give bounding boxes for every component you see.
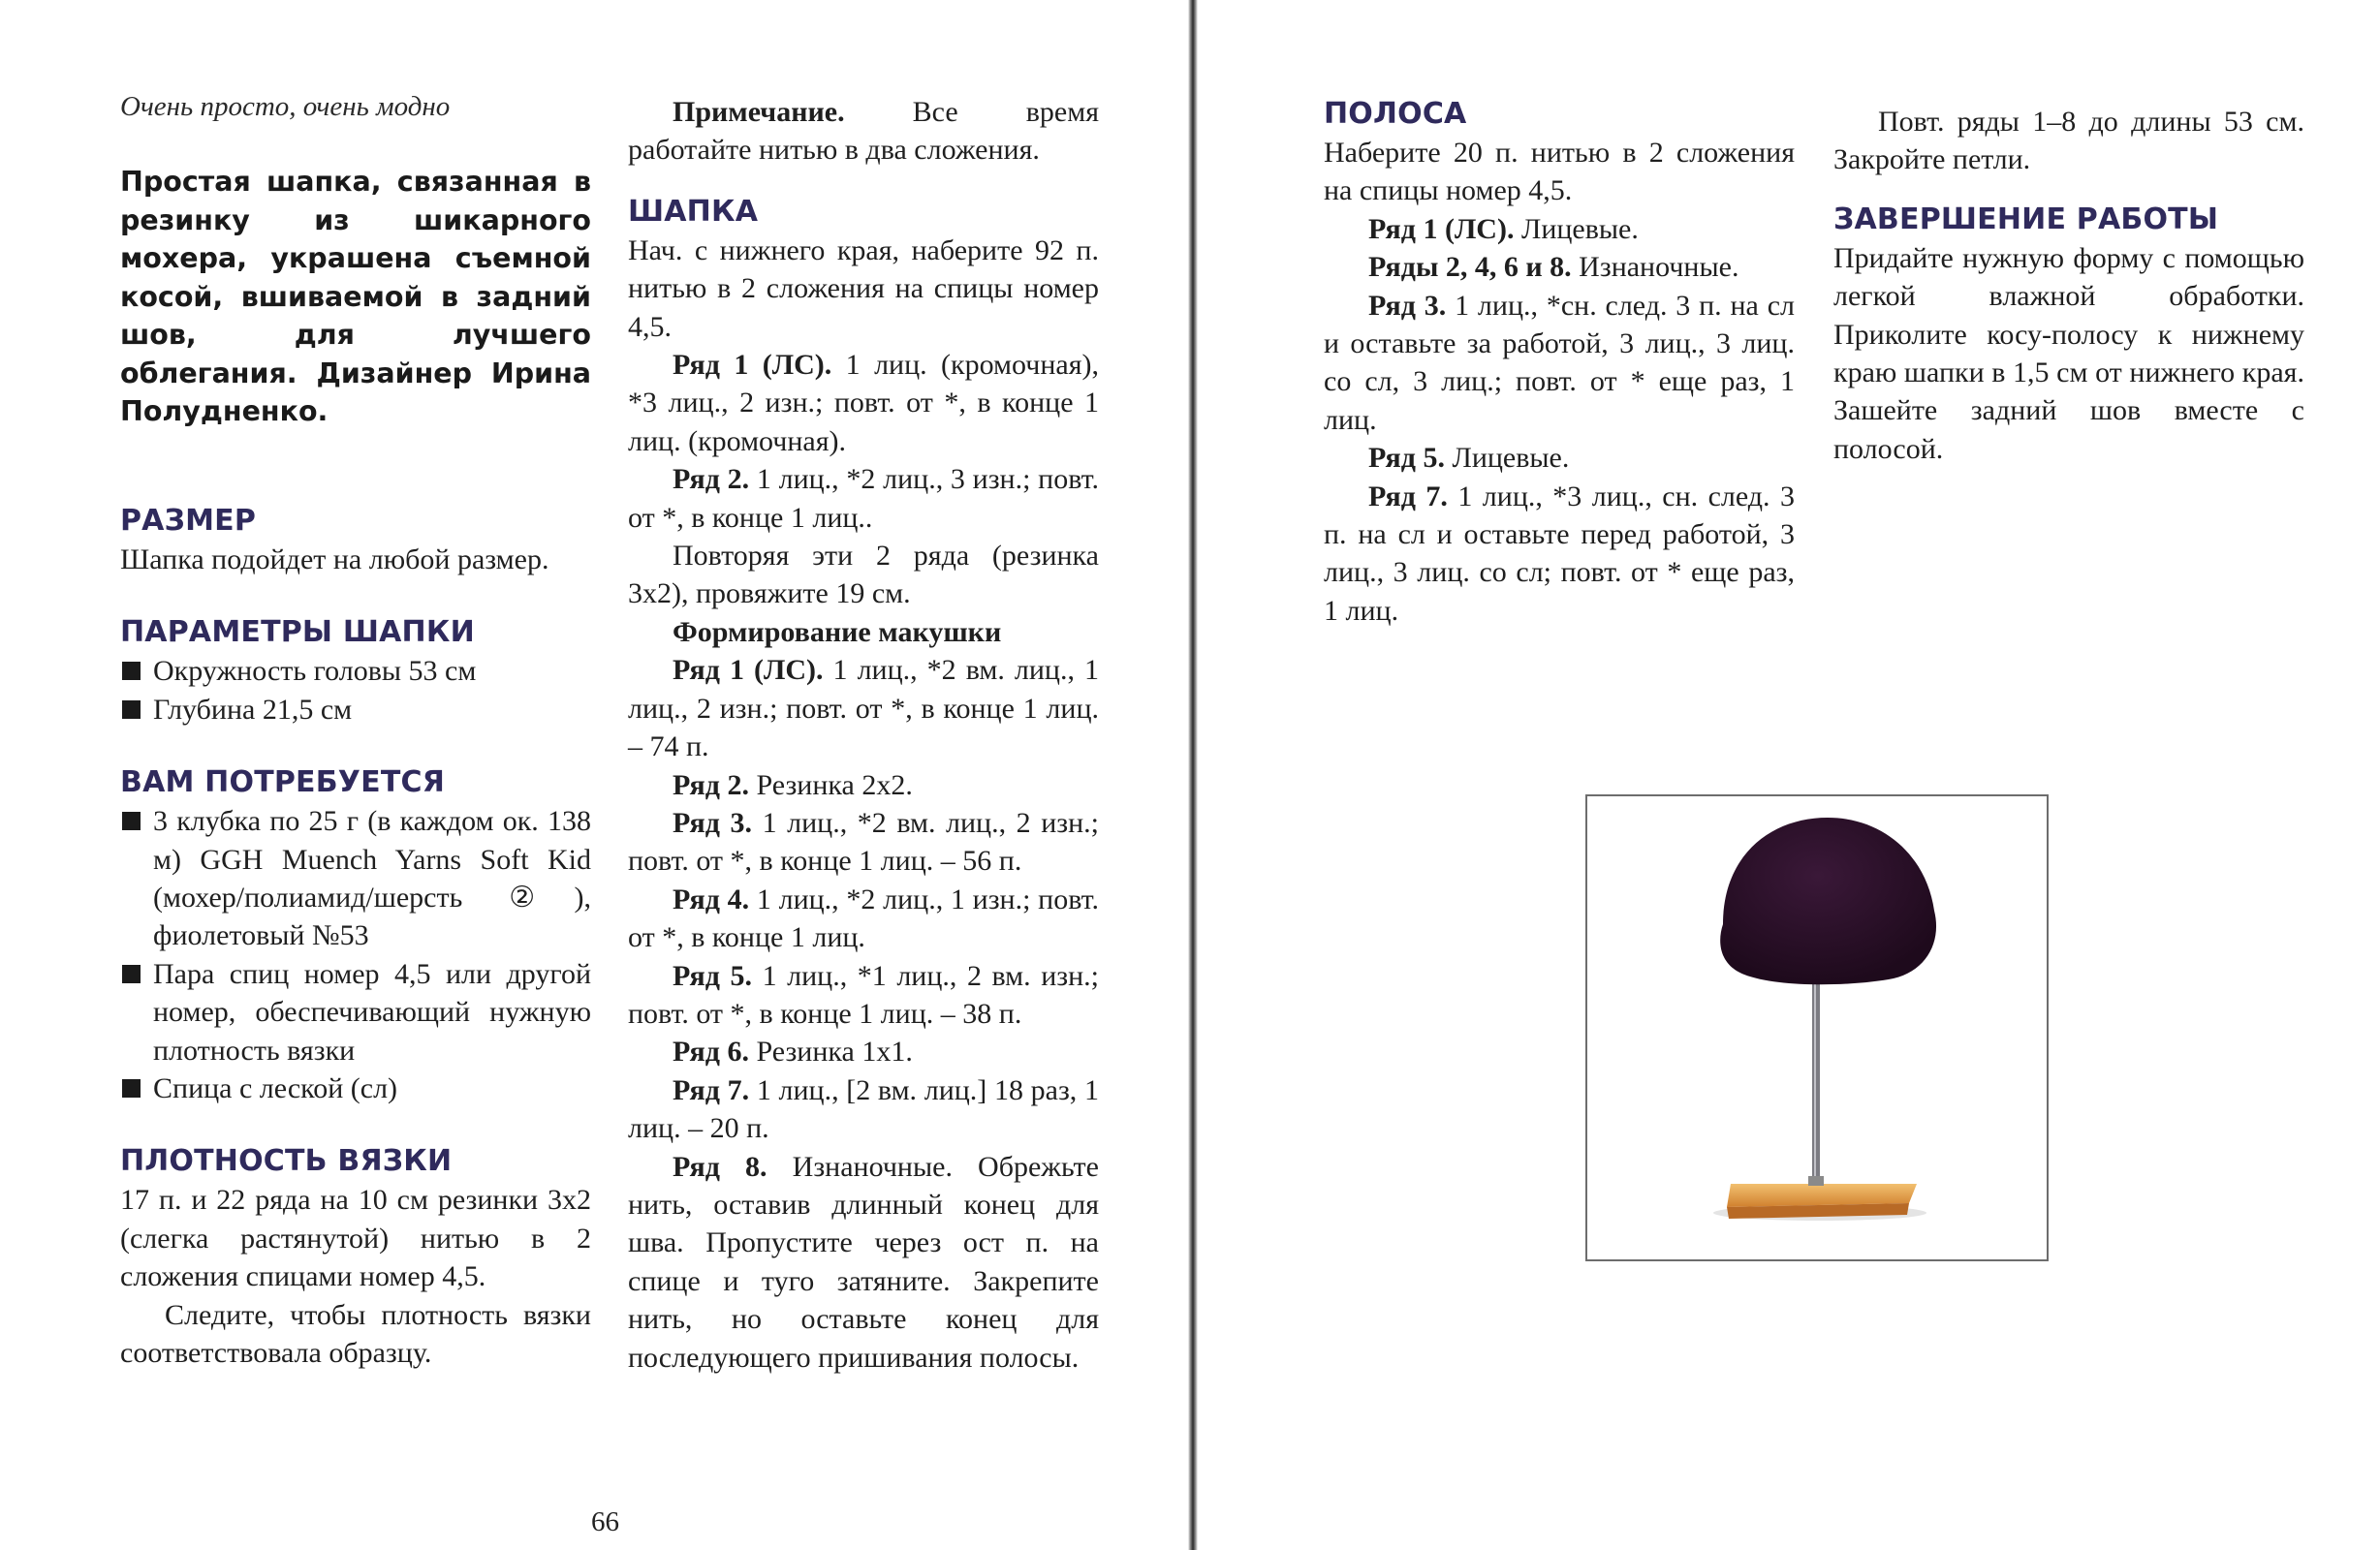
running-head: Очень просто, очень модно bbox=[120, 91, 451, 122]
list-item: 3 клубка по 25 г (в каждом ок. 138 м) GGH Muench Yarns Soft Kid (мохер/полиамид/шерсть ②), фиолетовый №53 bbox=[120, 802, 591, 955]
gauge-heading: ПЛОТНОСТЬ ВЯЗКИ bbox=[120, 1144, 453, 1179]
square-bullet-icon bbox=[122, 1079, 141, 1098]
crown-row: Ряд 2. Резинка 2х2. bbox=[673, 768, 913, 801]
square-bullet-icon bbox=[122, 812, 141, 830]
square-bullet-icon bbox=[122, 662, 141, 680]
strip-row: Ряд 5. Лицевые. bbox=[1368, 442, 1570, 475]
list-item: Окружность головы 53 см bbox=[120, 652, 591, 690]
gauge-note: Следите, чтобы плотность вязки соответствовала образцу. bbox=[120, 1298, 591, 1370]
size-text: Шапка подойдет на любой размер. bbox=[120, 543, 549, 575]
list-item: Глубина 21,5 см bbox=[120, 691, 591, 728]
hat-heading: ШАПКА bbox=[628, 194, 759, 229]
hat-repeat: Повторяя эти 2 ряда (резинка 3х2), провяжите 19 см. bbox=[628, 540, 1099, 610]
materials-list bbox=[120, 802, 591, 1107]
right-column-1 bbox=[1324, 95, 1795, 630]
square-bullet-icon bbox=[122, 965, 141, 983]
params-list bbox=[120, 652, 591, 728]
strip-heading: ПОЛОСА bbox=[1324, 97, 1467, 131]
page-number: 66 bbox=[591, 1506, 619, 1537]
crown-row: Ряд 6. Резинка 1х1. bbox=[673, 1036, 913, 1069]
strip-row: Ряд 3. 1 лиц., *сн. след. 3 п. на сл и оставьте за работой, 3 лиц., 3 лиц. со сл, 3 лиц.; повт. от * еще раз, 1 лиц. bbox=[1324, 289, 1795, 436]
hat-row: Ряд 1 (ЛС). 1 лиц. (кромочная), *3 лиц., 2 изн.; повт. от *, в конце 1 лиц. (кромочная). bbox=[628, 349, 1099, 457]
list-item: Пара спиц номер 4,5 или другой номер, обеспечивающий нужную плотность вязки bbox=[120, 955, 591, 1070]
crown-row: Ряд 3. 1 лиц., *2 вм. лиц., 2 изн.; повт. от *, в конце 1 лиц. – 56 п. bbox=[628, 806, 1099, 878]
crown-row: Ряд 7. 1 лиц., [2 вм. лиц.] 18 раз, 1 лиц. – 20 п. bbox=[628, 1073, 1099, 1145]
finishing-heading: ЗАВЕРШЕНИЕ РАБОТЫ bbox=[1833, 202, 2219, 236]
note-label: Примечание. bbox=[673, 96, 845, 128]
strip-row: Ряд 1 (ЛС). Лицевые. bbox=[1368, 212, 1639, 245]
note-paragraph: Примечание. Все время работайте нитью в два сложения. bbox=[628, 96, 1099, 167]
crown-row: Ряд 4. 1 лиц., *2 лиц., 1 изн.; повт. от *, в конце 1 лиц. bbox=[628, 883, 1099, 954]
crown-heading: Формирование макушки bbox=[673, 615, 1002, 648]
hat-row: Ряд 2. 1 лиц., *2 лиц., 3 изн.; повт. от *, в конце 1 лиц.. bbox=[628, 463, 1099, 534]
strip-repeat: Повт. ряды 1–8 до длины 53 см. Закройте петли. bbox=[1833, 106, 2304, 176]
strip-row: Ряды 2, 4, 6 и 8. Изнаночные. bbox=[1368, 251, 1739, 284]
list-item: Спица с леской (сл) bbox=[120, 1070, 591, 1107]
strip-row: Ряд 7. 1 лиц., *3 лиц., сн. след. 3 п. на сл и оставьте перед работой, 3 лиц., 3 лиц. со сл; повт. от * еще раз, 1 лиц. bbox=[1324, 480, 1795, 627]
hat-cast-on: Нач. с нижнего края, наберите 92 п. нитью в 2 сложения на спицы номер 4,5. bbox=[628, 233, 1099, 343]
hat-photo bbox=[1585, 794, 2049, 1261]
left-column bbox=[120, 502, 591, 1373]
size-heading: РАЗМЕР bbox=[120, 504, 257, 538]
materials-heading: ВАМ ПОТРЕБУЕТСЯ bbox=[120, 765, 446, 800]
intro-paragraph: Простая шапка, связанная в резинку из шикарного мохера, украшена съемной косой, вшиваемой в задний шов, для лучшего облегания. Дизайнер Ирина Полудненко. bbox=[120, 166, 591, 427]
params-heading: ПАРАМЕТРЫ ШАПКИ bbox=[120, 615, 475, 650]
gauge-text: 17 п. и 22 ряда на 10 см резинки 3х2 (слегка растянутой) нитью в 2 сложения спицами номер 4,5. Следите, чтобы плотность вязки соответствовала образцу. bbox=[120, 1181, 591, 1372]
middle-column bbox=[628, 93, 1099, 1377]
strip-cast-on: Наберите 20 п. нитью в 2 сложения на спицы номер 4,5. bbox=[1324, 137, 1795, 207]
hat-on-stand-icon bbox=[1587, 796, 2047, 1259]
square-bullet-icon bbox=[122, 700, 141, 719]
crown-row: Ряд 1 (ЛС). 1 лиц., *2 вм. лиц., 1 лиц., 2 изн.; повт. от *, в конце 1 лиц. – 74 п. bbox=[628, 654, 1099, 763]
crown-row: Ряд 5. 1 лиц., *1 лиц., 2 вм. изн.; повт. от *, в конце 1 лиц. – 38 п. bbox=[628, 959, 1099, 1030]
page-gutter bbox=[1188, 0, 1198, 1550]
crown-row: Ряд 8. Изнаночные. Обрежьте нить, оставив длинный конец для шва. Пропустите через ост п. на спице и туго затяните. Закрепите нить, но оставьте конец для последующего пришивания полосы. bbox=[628, 1150, 1099, 1374]
right-column-2 bbox=[1833, 103, 2304, 468]
finishing-text: Придайте нужную форму с помощью легкой влажной обработки. Приколите косу-полосу к нижнему краю шапки в 1,5 см от нижнего края. Зашейте задний шов вместе с полосой. bbox=[1833, 241, 2304, 465]
